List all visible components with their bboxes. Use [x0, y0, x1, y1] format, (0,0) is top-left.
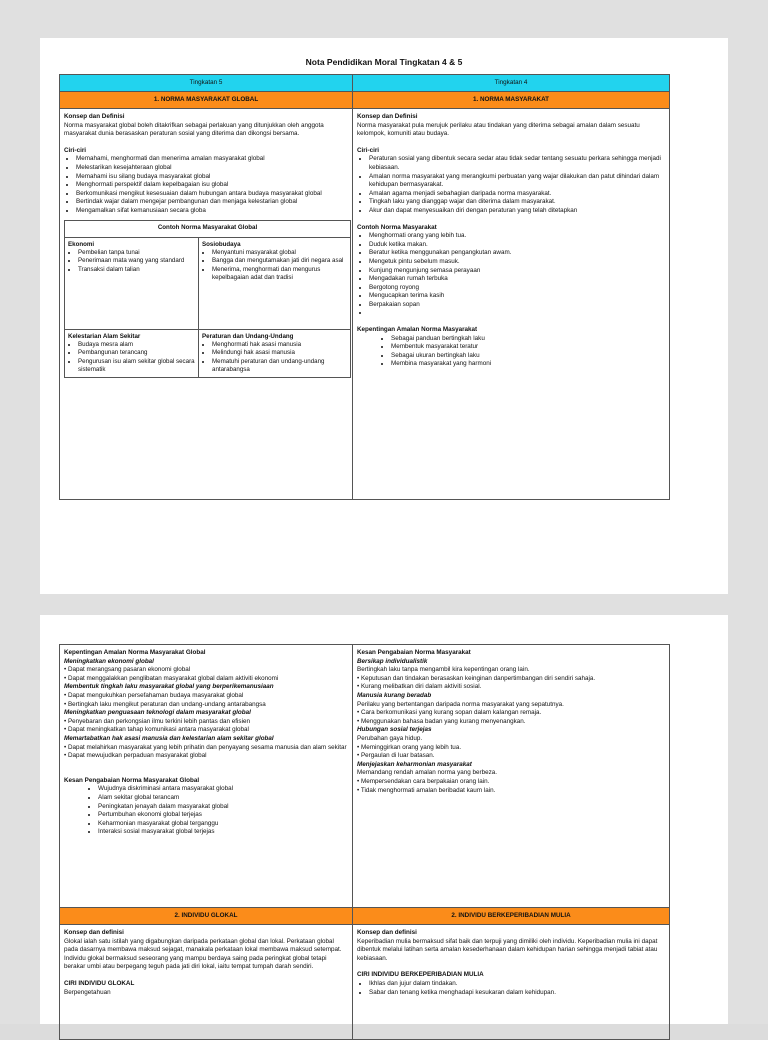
heading: Kepentingan Amalan Norma Masyarakat Global — [64, 649, 206, 656]
bullet-list — [357, 335, 665, 369]
bullet-list — [357, 232, 665, 318]
list-item: • Berkomunikasi mengikut kesesuaian dalam hubungan antara budaya masyarakat global — [76, 190, 348, 199]
heading: Peraturan dan Undang-Undang — [202, 332, 294, 340]
heading: Konsep dan Definisi — [64, 113, 125, 120]
heading: CIRI INDIVIDU GLOKAL — [64, 979, 135, 987]
paragraph: Norma masyarakat global boleh ditakrifkan sebagai perlakuan yang ditunjukkan oleh anggota masyarakat dunia berasaskan peraturan sosial yang diterima dan dikongsi bersama. — [64, 121, 324, 138]
bullet-list — [64, 785, 348, 837]
heading: Konsep dan definisi — [64, 929, 124, 936]
list-item: • Mengetuk pintu sebelum masuk. — [369, 258, 665, 267]
subheading: Bersikap individualistik — [357, 657, 428, 665]
left-content-cell — [60, 925, 353, 1040]
text-line: Perilaku yang bertentangan daripada norma masyarakat yang sepatutnya. — [357, 700, 564, 708]
list-item: • Ikhlas dan jujur dalam tindakan. — [369, 980, 665, 989]
subheading: Membentuk tingkah laku masyarakat global yang berperikemanusiaan — [64, 683, 274, 691]
list-item: • Mematuhi peraturan dan undang-undang antarabangsa — [212, 358, 347, 375]
list-item: • Melestarikan kesejahteraan global — [76, 164, 348, 173]
heading: CIRI INDIVIDU BERKEPERIBADIAN MULIA — [357, 971, 484, 979]
list-item: • Interaksi sosial masyarakat global terjejas — [98, 828, 348, 837]
notes-table-1 — [59, 74, 670, 500]
text-line: Memandang rendah amalan norma yang berbeza. — [357, 769, 498, 777]
list-item: • Beratur ketika menggunakan pengangkutan awam. — [369, 249, 665, 258]
heading: Konsep dan Definisi — [357, 113, 418, 120]
list-item: • Menerima, menghormati dan mengurus kepelbagaian adat dan tradisi — [212, 266, 347, 283]
text-line: Berpengetahuan — [64, 988, 111, 996]
text-line: • Menggunakan bahasa badan yang kurang menyenangkan. — [357, 717, 526, 725]
text-line: • Kurang melibatkan diri dalam aktiviti sosial. — [357, 683, 482, 691]
list-item: • Menghormati orang yang lebih tua. — [369, 232, 665, 241]
list-item: • Memahami isu silang budaya masyarakat global — [76, 173, 348, 182]
subheading: Manusia kurang beradab — [357, 691, 432, 699]
text-line: Bertingkah laku tanpa mengambil kira kepentingan orang lain. — [357, 666, 530, 674]
list-item: • Melindungi hak asasi manusia — [212, 349, 347, 357]
list-item: • Bertindak wajar dalam mengejar pembangunan dan menjaga kelestarian global — [76, 198, 348, 207]
list-item: • Sebagai panduan bertingkah laku — [391, 335, 665, 344]
text-line: • Mempersendakan cara berpakaian orang lain. — [357, 777, 490, 785]
text-line: • Dapat menggalakkan penglibatan masyarakat global dalam aktiviti ekonomi — [64, 674, 279, 682]
list-item: • Wujudnya diskriminasi antara masyarakat global — [98, 785, 348, 794]
section-title-right: 1. NORMA MASYARAKAT — [353, 92, 670, 109]
contoh-table-title: Contoh Norma Masyarakat Global — [65, 220, 351, 237]
list-item: • Amalan agama menjadi sebahagian daripada norma masyarakat. — [369, 190, 665, 199]
list-item: • Membina masyarakat yang harmoni — [391, 360, 665, 369]
list-item: • Tingkah laku yang dianggap wajar dan diterima dalam masyarakat. — [369, 198, 665, 207]
right-content-cell — [353, 645, 670, 908]
section-title-left: 1. NORMA MASYARAKAT GLOBAL — [60, 92, 353, 109]
paragraph: Norma masyarakat pula merujuk perilaku atau tindakan yang diterima sebagai amalan dalam sesuatu kelompok, komuniti atau budaya. — [357, 121, 640, 138]
bullet-list — [357, 155, 665, 215]
text-line: Perubahan gaya hidup. — [357, 734, 423, 742]
text-line: • Dapat meningkatkan tahap komunikasi antara masyarakat global — [64, 726, 249, 734]
heading: Kepentingan Amalan Norma Masyarakat — [357, 326, 478, 334]
section-title-right: 2. INDIVIDU BERKEPERIBADIAN MULIA — [353, 908, 670, 925]
column-header-right: Tingkatan 4 — [353, 75, 670, 92]
subheading: Memartabatkan hak asasi manusia dan kelestarian alam sekitar global — [64, 734, 274, 742]
list-item: • Bergotong royong — [369, 284, 665, 293]
text-line: • Dapat mengukuhkan persefahaman budaya masyarakat global — [64, 691, 244, 699]
list-item: • Peraturan sosial yang dibentuk secara sedar atau tidak sedar tentang sesuatu perkara sehingga menjadi kebiasaan. — [369, 155, 665, 172]
heading: Contoh Norma Masyarakat — [357, 223, 437, 231]
text-line: • Dapat melahirkan masyarakat yang lebih prihatin dan penyayang sesama manusia dan alam sekitar — [64, 743, 347, 751]
list-item: • Keharmonian masyarakat global terganggu — [98, 820, 348, 829]
list-item: • Mengucapkan terima kasih — [369, 292, 665, 301]
subheading: Meningkatkan ekonomi global — [64, 657, 154, 665]
contoh-kelestarian — [65, 329, 199, 377]
list-item: • Mengadakan rumah terbuka — [369, 275, 665, 284]
heading: Ekonomi — [68, 240, 95, 248]
list-item: • Memahami, menghormati dan menerima amalan masyarakat global — [76, 155, 348, 164]
heading: Ciri-ciri — [64, 146, 87, 154]
right-content-cell — [353, 109, 670, 500]
text-line: • Cara berkomunikasi yang kurang sopan dalam kalangan remaja. — [357, 709, 542, 717]
list-item: • Alam sekitar global terancam — [98, 794, 348, 803]
list-item: • Kunjung mengunjung semasa perayaan — [369, 267, 665, 276]
document-title: Nota Pendidikan Moral Tingkatan 4 & 5 — [305, 57, 463, 67]
text-line: • Penyebaran dan perkongsian ilmu terkini lebih pantas dan efisien — [64, 717, 250, 725]
section-title-left: 2. INDIVIDU GLOKAL — [60, 908, 353, 925]
heading: Kelestarian Alam Sekitar — [68, 332, 141, 340]
list-item: • Budaya mesra alam — [78, 341, 195, 349]
list-item: • Amalan norma masyarakat yang merangkumi perbuatan yang wajar dilakukan dan patut dihindari dalam kehidupan bermasyarakat. — [369, 173, 665, 190]
text-line: • Dapat mewujudkan perpaduan masyarakat global — [64, 752, 207, 760]
list-item: • Mengamalkan sifat kemanusiaan secara globa — [76, 207, 348, 216]
contoh-table — [64, 220, 351, 378]
text-line: • Tidak menghormati amalan beribadat kaum lain. — [357, 786, 496, 794]
list-item: • Menghormati hak asasi manusia — [212, 341, 347, 349]
list-item: • Pembangunan terancang — [78, 349, 195, 357]
contoh-ekonomi — [65, 237, 199, 329]
subheading: Menjejaskan keharmonian masyarakat — [357, 760, 472, 768]
list-item: • Transaksi dalam talian — [78, 266, 195, 274]
heading: Kesan Pengabaian Norma Masyarakat — [357, 649, 471, 656]
subheading: Hubungan sosial terjejas — [357, 726, 432, 734]
list-item: • Menyantuni masyarakat global — [212, 249, 347, 257]
list-item: • Membentuk masyarakat teratur — [391, 343, 665, 352]
list-item: • Pengurusan isu alam sekitar global secara sistematik — [78, 358, 195, 375]
heading: Ciri-ciri — [357, 146, 380, 154]
list-item — [369, 309, 665, 318]
left-content-cell — [60, 645, 353, 908]
paragraph: Keperibadian mulia bermaksud sifat baik dan terpuji yang dimiliki oleh individu. Keperibadian mulia ini dapat dibentuk melalui latihan serta amalan kesederhanaan dalam kehidupan harian sehingga menjadi tabiat atau kebiasaan. — [357, 937, 658, 962]
list-item: • Berpakaian sopan — [369, 301, 665, 310]
list-item: • Sebagai ukuran bertingkah laku — [391, 352, 665, 361]
left-content-cell — [60, 109, 353, 500]
bullet-list — [64, 155, 348, 215]
list-item: • Menghormati perspektif dalam kepelbagaian isu global — [76, 181, 348, 190]
heading: Konsep dan definisi — [357, 929, 417, 936]
subheading: Meningkatkan penguasaan teknologi dalam masyarakat global — [64, 709, 251, 717]
list-item: • Bangga dan mengutamakan jati diri negara asal — [212, 257, 347, 265]
right-content-cell — [353, 925, 670, 1040]
text-line: • Keputusan dan tindakan berasaskan keinginan danpertimbangan diri sendiri sahaja. — [357, 674, 596, 682]
text-line: • Pergaulan di luar batasan. — [357, 752, 435, 760]
column-header-left: Tingkatan 5 — [60, 75, 353, 92]
heading: Kesan Pengabaian Norma Masyarakat Global — [64, 776, 200, 784]
bullet-list — [357, 980, 665, 997]
text-line: • Meminggirkan orang yang lebih tua. — [357, 743, 462, 751]
paragraph: Glokal ialah satu istilah yang digabungkan daripada perkataan global dan lokal. Perkataan global pada dasarnya membawa maksud sejagat, manakala perkataan lokal membawa maksud setempat. Individu glokal bermaksud seseorang yang mampu berdaya saing pada peringkat global tetapi berakar umbi atau berpegang teguh pada jati diri lokal, iaitu tempat tumpah darah sendiri. — [64, 937, 342, 971]
list-item: • Akur dan dapat menyesuaikan diri dengan peraturan yang telah ditetapkan — [369, 207, 665, 216]
list-item: • Penerimaan mata wang yang standard — [78, 257, 195, 265]
contoh-peraturan — [199, 329, 351, 377]
list-item: • Pembelian tanpa tunai — [78, 249, 195, 257]
notes-table-2 — [59, 644, 670, 1040]
list-item: • Sabar dan tenang ketika menghadapi kesukaran dalam kehidupan. — [369, 989, 665, 998]
list-item: • Peningkatan jenayah dalam masyarakat global — [98, 803, 348, 812]
heading: Sosiobudaya — [202, 240, 241, 248]
list-item: • Pertumbuhan ekonomi global terjejas — [98, 811, 348, 820]
text-line: • Dapat merangsang pasaran ekonomi global — [64, 666, 191, 674]
text-line: • Bertingkah laku mengikut peraturan dan undang-undang antarabangsa — [64, 700, 266, 708]
list-item: • Duduk ketika makan. — [369, 241, 665, 250]
contoh-sosiobudaya — [199, 237, 351, 329]
